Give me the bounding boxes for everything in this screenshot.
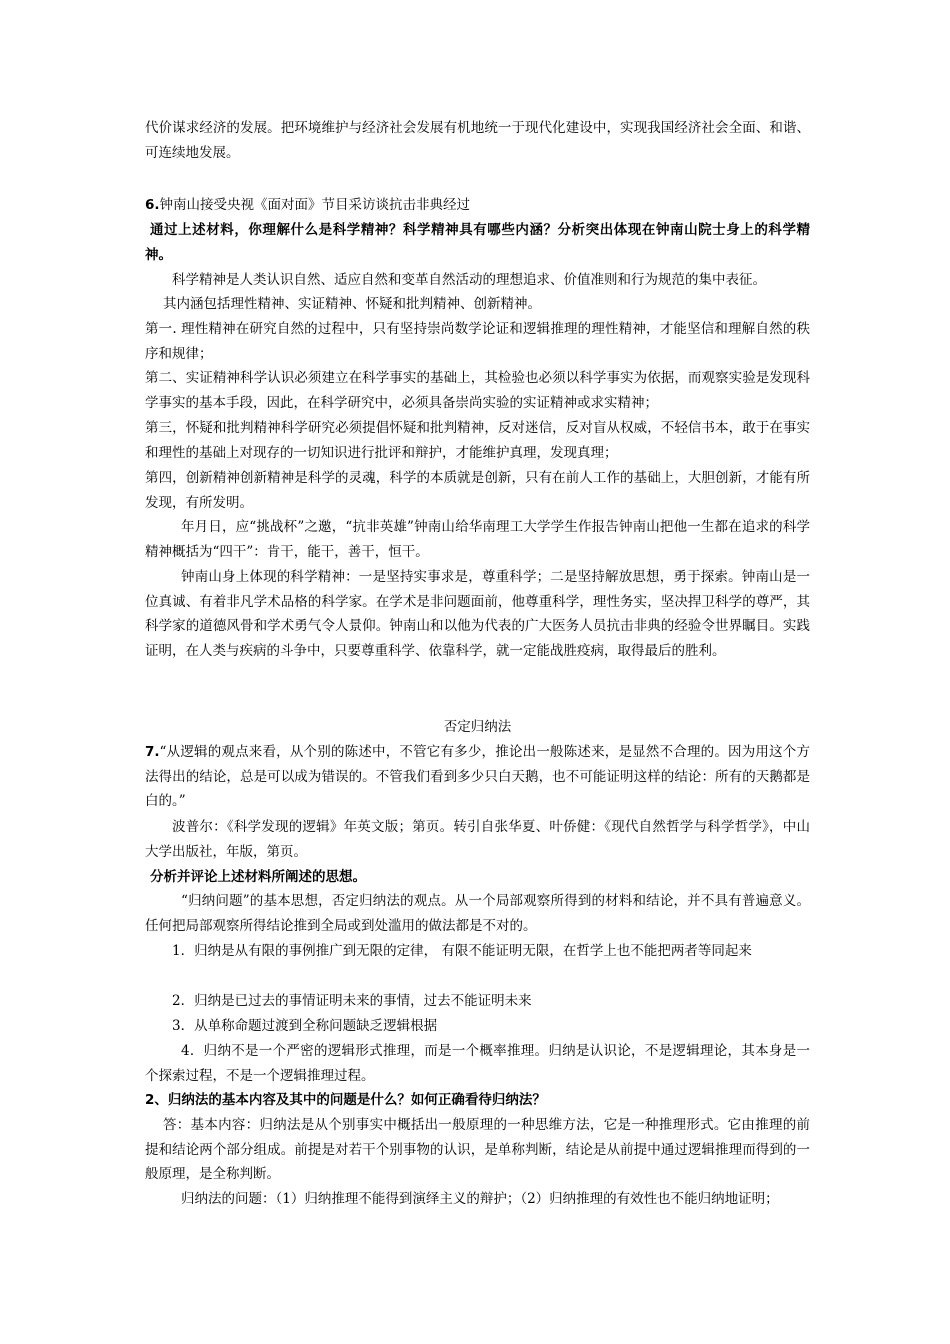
question-6-title xyxy=(145,193,810,218)
answer-second: 第二、实证精神科学认识必须建立在科学事实的基础上，其检验也必须以科学事实为依据，而观察实验是发现科学事实的基本手段，因此，在科学研究中，必须具备崇尚实验的实证精神或求实精神； xyxy=(145,370,810,411)
answer-content: 其内涵包括理性精神、实证精神、怀疑和批判精神、创新精神。 xyxy=(163,296,541,312)
answer-7-point-2: 2．归纳是已过去的事情证明未来的事情，过去不能证明未来 xyxy=(172,993,532,1009)
answer-definition: 科学精神是人类认识自然、适应自然和变革自然活动的理想追求、价值准则和行为规范的集中表征。 xyxy=(172,272,766,288)
answer-third: 第三，怀疑和批判精神科学研究必须提倡怀疑和批判精神，反对迷信，反对盲从权威，不轻信书本，敢于在事实和理性的基础上对现存的一切知识进行批评和辩护，才能维护真理，发现真理； xyxy=(145,420,810,461)
question-7-source: 波普尔：《科学发现的逻辑》年英文版；第页。转引自张华夏、叶侨健：《现代自然哲学与科学哲学》，中山大学出版社，年版，第页。 xyxy=(145,819,810,860)
answer-date-report: 年月日，应“挑战杯”之邀，“抗非英雄”钟南山给华南理工大学学生作报告钟南山把他一生都在追求的科学精神概括为“四干”：肯干，能干，善干，恒干。 xyxy=(145,519,810,560)
answer-zhong-spirit: 钟南山身上体现的科学精神：一是坚持实事求是，尊重科学；二是坚持解放思想，勇于探索。钟南山是一位真诚、有着非凡学术品格的科学家。在学术是非问题面前，他尊重科学，理性务实，坚决捍卫科学的尊严，其科学家的道德风骨和学术勇气令人景仰。钟南山和以他为代表的广大医务人员抗击非典的经验令世界瞩目。实践证明，在人类与疾病的斗争中，只要尊重科学、依靠科学，就一定能战胜疫病，取得最后的胜利。 xyxy=(145,569,810,659)
answer-first: 第一. 理性精神在研究自然的过程中，只有坚持崇尚数学论证和逻辑推理的理性精神，才能坚信和理解自然的秩序和规律； xyxy=(145,321,810,362)
question-7-prompt: 分析并评论上述材料所阐述的思想。 xyxy=(150,869,366,885)
question-6-title-text: 钟南山接受央视《面对面》节目采访谈抗击非典经过 xyxy=(159,197,471,213)
answer-7-point-4: 4．归纳不是一个严密的逻辑形式推理，而是一个概率推理。归纳是认识论，不是逻辑理论，其本身是一个探索过程，不是一个逻辑推理过程。 xyxy=(145,1043,810,1084)
question-6-number: 6. xyxy=(145,197,160,213)
answer-fourth: 第四，创新精神创新精神是科学的灵魂，科学的本质就是创新，只有在前人工作的基础上，大胆创新，才能有所发现，有所发明。 xyxy=(145,470,810,511)
answer-7-point-3: 3．从单称命题过渡到全称问题缺乏逻辑根据 xyxy=(172,1018,438,1034)
answer-2-problem: 归纳法的问题：（1）归纳推理不能得到演绎主义的辩护；（2）归纳推理的有效性也不能归纳地证明； xyxy=(181,1191,779,1207)
question-7-number: 7. xyxy=(145,744,160,760)
answer-7-point-1: 1．归纳是从有限的事例推广到无限的定律， 有限不能证明无限，在哲学上也不能把两者等同起来 xyxy=(172,943,752,959)
question-6-prompt: 通过上述材料，你理解什么是科学精神？科学精神具有哪些内涵？分析突出体现在钟南山院士身上的科学精神。 xyxy=(145,222,810,263)
question-2-title: 2、归纳法的基本内容及其中的问题是什么？如何正确看待归纳法？ xyxy=(145,1092,546,1108)
paragraph-intro: 代价谋求经济的发展。把环境维护与经济社会发展有机地统一于现代化建设中，实现我国经济社会全面、和谐、可连续地发展。 xyxy=(145,120,810,161)
question-7-quote-text: “从逻辑的观点来看，从个别的陈述中，不管它有多少，推论出一般陈述来，是显然不合理的。因为用这个方法得出的结论，总是可以成为错误的。不管我们看到多少只白天鹅，也不可能证明这样的结论：所有的天鹅都是白的。” xyxy=(145,744,810,809)
section-heading-negative-induction: 否定归纳法 xyxy=(443,719,512,735)
answer-7-intro: “归纳问题”的基本思想，否定归纳法的观点。从一个局部观察所得到的材料和结论，并不具有普遍意义。任何把局部观察所得结论推到全局或到处滥用的做法都是不对的。 xyxy=(145,893,810,934)
question-7-quote xyxy=(145,740,810,814)
answer-2-basic: 答：基本内容：归纳法是从个别事实中概括出一般原理的一种思维方法，它是一种推理形式。它由推理的前提和结论两个部分组成。前提是对若干个别事物的认识，是单称判断，结论是从前提中通过逻辑推理而得到的一般原理，是全称判断。 xyxy=(145,1117,810,1182)
